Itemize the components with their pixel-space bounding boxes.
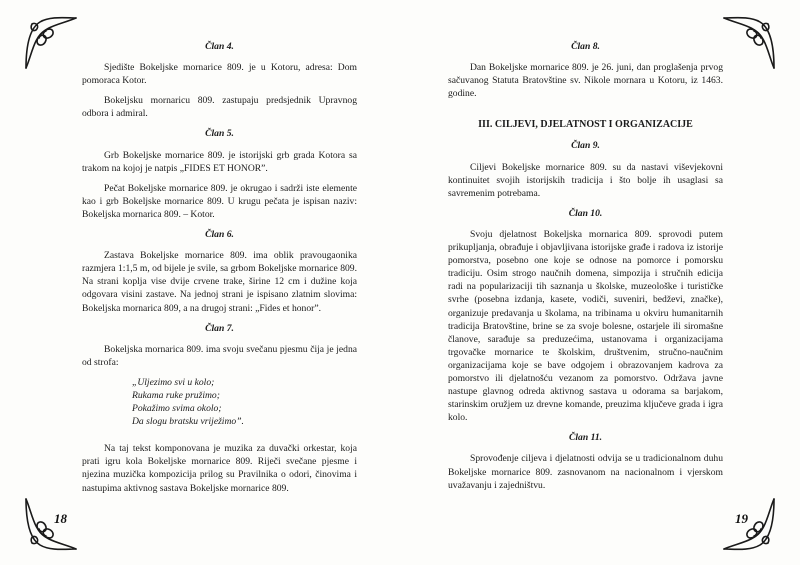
paragraph: Grb Bokeljske mornarice 809. je istorijski grb grada Kotora sa trakom na kojoj je natpis „FIDES ET HONOR”. (82, 149, 357, 174)
section-title: III. CILJEVI, DJELATNOST I ORGANIZACIJE (478, 119, 693, 131)
corner-ornament-icon (22, 495, 80, 553)
corner-ornament-icon (22, 14, 80, 72)
corner-ornament-icon (720, 14, 778, 72)
article-heading: Član 6. (205, 229, 234, 241)
poem-line: „Uljezimo svi u kolo; (132, 376, 215, 388)
paragraph: Bokeljsku mornaricu 809. zastupaju predsjednik Upravnog odbora i admiral. (82, 95, 357, 120)
paragraph: Ciljevi Bokeljske mornarice 809. su da nastavi viševjekovni kontinuitet svojih istorijskih tradicija i što bolje ih usaglasi sa savremenim potrebama. (448, 161, 723, 199)
right-page-text (448, 40, 723, 499)
page-number: 19 (735, 511, 748, 526)
article-heading: Član 11. (568, 432, 603, 444)
corner-ornament-icon (720, 495, 778, 553)
article-heading: Član 9. (571, 140, 600, 152)
right-page (400, 0, 800, 565)
anthem-stanza (132, 376, 357, 428)
paragraph: Bokeljska mornarica 809. ima svoju svečanu pjesmu čija je jedna od strofa: (82, 343, 357, 368)
poem-line: Pokažimo svima okolo; (132, 403, 222, 415)
paragraph: Sjedište Bokeljske mornarice 809. je u Kotoru, adresa: Dom pomoraca Kotor. (82, 62, 357, 87)
poem-line: Rukama ruke pružimo; (132, 389, 220, 401)
paragraph: Sprovođenje ciljeva i djelatnosti odvija se u tradicionalnom duhu Bokeljske mornarice 809. zasnovanom na nacionalnom i vjerskom uvažavanju i zajedništvu. (448, 453, 723, 491)
article-heading: Član 8. (571, 41, 600, 52)
paragraph: Dan Bokeljske mornarice 809. je 26. juni, dan proglašenja prvog sačuvanog Statuta Bratovštine sv. Nikole mornara u Kotoru, iz 1463. godine. (448, 62, 723, 100)
paragraph: Svoju djelatnost Bokeljska mornarica 809. sprovodi putem prikupljanja, obrađuje i objavljivana istorijske građe i radova iz istorije pomorstva, posebno one koje se odnose na pomorce i pomorsku tradiciju. Osim strogo naučnih domena, simpozija i stručnih edicija radi na popularizaciji tih saznanja u školske, muzeološke i turističke svrhe (posebna izdanja, kasete, vodiči, suveniri, bedževi, značke), organizuje predavanja u školama, na tribinama u okviru humanitarnih tradicija Bratovštine, brine se za svoje bolesne, ostarjele ili siromašne članove, sarađuje sa preduzećima, ustanovama i organizacijama trgovačke mornarice te školskim, društvenim, stručno-naučnim organizacijama koje se bave odgojem i obrazovanjem kadrova za pomorstvo ili djelatnošću vezanom za pomorstvo. Održava javne nastupe glavnog odreda aktivnog sastava u odorama sa barjakom, starinskim oružjem uz drevne komande, preuzima ključeve grada i igra kolo. (448, 228, 723, 424)
article-heading: Član 4. (205, 41, 234, 52)
left-page-text (82, 40, 357, 502)
paragraph: Pečat Bokeljske mornarice 809. je okrugao i sadrži iste elemente kao i grb Bokeljske mornarice 809. U krugu pečata je ispisan naziv: Bokeljska mornarica 809. – Kotor. (82, 182, 357, 220)
page-number: 18 (54, 511, 67, 526)
poem-line: Da slogu bratsku vriježimo”. (132, 416, 244, 428)
paragraph: Na taj tekst komponovana je muzika za duvački orkestar, koja prati igru kola Bokeljske mornarice 809. Riječi svečane pjesme i njezina muzička kompozicija prilog su Pravilnika o odori, činovima i nastupima aktivnog sastava Bokeljske mornarice 809. (82, 443, 357, 494)
paragraph: Zastava Bokeljske mornarice 809. ima oblik pravougaonika razmjera 1:1,5 m, od bijele je svile, sa grbom Bokeljske mornarice 809. Na strani koplja vise dvije crvene trake, širine 12 cm i dužine koja odgovara visini zastave. Na jednoj strani je ispisano zlatnim slovima: Bokeljska mornarica 809, a na drugoj strani: „Fides et honor”. (82, 250, 357, 314)
article-heading: Član 7. (205, 322, 234, 334)
article-heading: Član 10. (568, 207, 603, 219)
article-heading: Član 5. (205, 128, 234, 140)
